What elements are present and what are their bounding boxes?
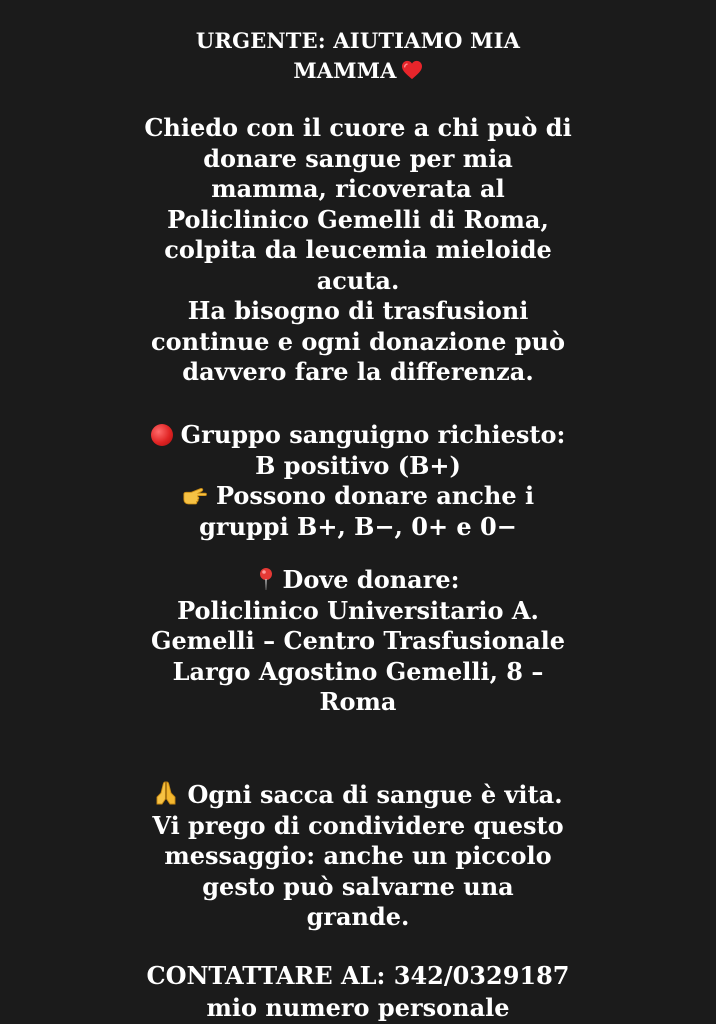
contact-section — [0, 960, 716, 1024]
donation-location-section — [0, 565, 716, 718]
text-line: messaggio: anche un piccolo — [164, 841, 552, 870]
blood-group-section — [0, 420, 716, 542]
text-line: colpita da leucemia mieloide — [164, 235, 552, 264]
text-line: grande. — [306, 902, 410, 931]
heart-icon — [401, 60, 423, 80]
text-line: Roma — [319, 687, 397, 716]
text-line: acuta. — [316, 265, 400, 295]
text-line: mio numero personale — [206, 993, 510, 1022]
text-line: Vi prego di condividere questo — [152, 810, 564, 840]
story-title — [0, 26, 716, 86]
text-line: mamma, ricoverata al — [211, 174, 505, 203]
pin-icon — [257, 567, 275, 591]
text-line: B positivo (B+) — [255, 450, 461, 480]
text-line: Policlinico Gemelli di Roma, — [167, 204, 549, 234]
plea-paragraph — [0, 780, 716, 933]
text-line: Dove donare: — [0, 565, 716, 596]
red-dot-icon — [151, 424, 173, 446]
contact-phone[interactable]: CONTATTARE AL: 342/0329187 — [146, 961, 570, 990]
title-line: MAMMA — [0, 56, 716, 86]
text-line: Gemelli – Centro Trasfusionale — [150, 626, 566, 655]
text-line: Chiedo con il cuore a chi può di — [144, 113, 572, 142]
text-line: Largo Agostino Gemelli, 8 – — [172, 656, 544, 686]
text-line: Possono donare anche i — [0, 481, 716, 512]
text-line: Ha bisogno di trasfusioni — [187, 296, 529, 325]
text-line: Ogni sacca di sangue è vita. — [0, 780, 716, 811]
title-line: URGENTE: AIUTIAMO MIA — [195, 28, 521, 53]
text-line: continue e ogni donazione può — [151, 326, 565, 356]
praying-hands-icon — [153, 780, 179, 806]
text-line: Policlinico Universitario A. — [177, 595, 539, 625]
text-line: davvero fare la differenza. — [182, 357, 534, 386]
text-line: Gruppo sanguigno richiesto: — [0, 420, 716, 451]
intro-paragraph — [0, 113, 716, 388]
text-line: donare sangue per mia — [203, 143, 513, 173]
text-line: gesto può salvarne una — [202, 871, 514, 901]
pointing-hand-icon — [182, 485, 208, 507]
text-line: gruppi B+, B−, 0+ e 0− — [199, 511, 517, 541]
